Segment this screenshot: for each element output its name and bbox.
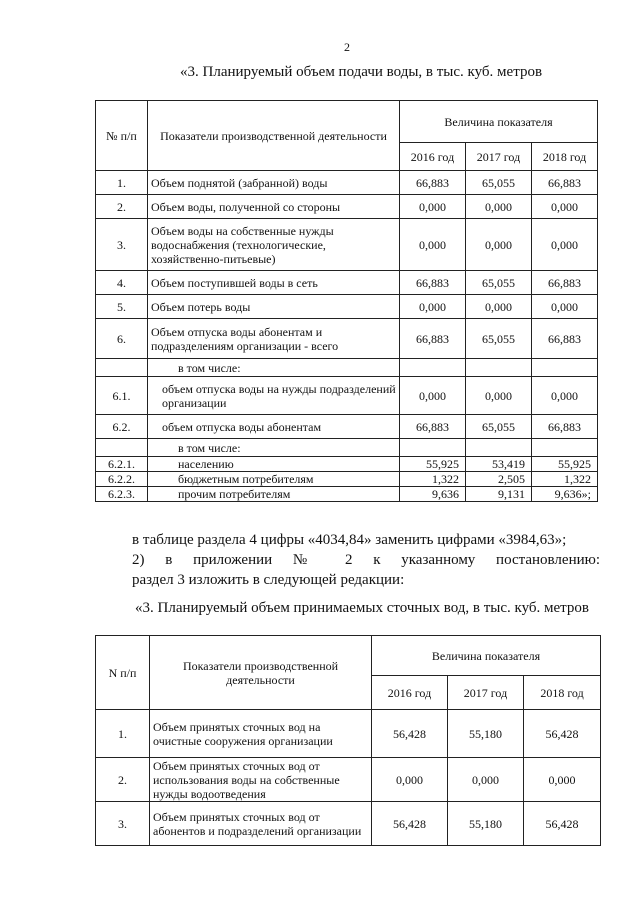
row-value: 0,000 xyxy=(466,195,532,219)
row-num: 1. xyxy=(96,171,148,195)
row-value xyxy=(400,359,466,377)
row-num: 3. xyxy=(96,802,150,846)
table-row xyxy=(96,710,601,758)
table-row xyxy=(96,439,598,457)
row-num xyxy=(96,359,148,377)
header-year: 2016 год xyxy=(372,676,448,710)
wastewater-table xyxy=(95,635,601,846)
row-value: 65,055 xyxy=(466,319,532,359)
row-name: Объем принятых сточных вод от использования воды на собственные нужды водоотведения xyxy=(150,758,372,802)
row-name: Объем воды на собственные нужды водоснабжения (технологические, хозяйственно-питьевые) xyxy=(148,219,400,271)
row-value xyxy=(466,439,532,457)
row-value: 0,000 xyxy=(524,758,601,802)
row-value: 66,883 xyxy=(532,415,598,439)
row-num: 6.2.3. xyxy=(96,487,148,502)
row-name: населению xyxy=(148,457,400,472)
row-value: 65,055 xyxy=(466,271,532,295)
row-value: 56,428 xyxy=(372,710,448,758)
row-name: объем отпуска воды на нужды подразделений организации xyxy=(148,377,400,415)
header-year: 2018 год xyxy=(532,143,598,171)
water-supply-table xyxy=(95,100,598,502)
row-value: 0,000 xyxy=(532,295,598,319)
row-name: объем отпуска воды абонентам xyxy=(148,415,400,439)
header-year: 2017 год xyxy=(466,143,532,171)
row-value: 0,000 xyxy=(400,219,466,271)
table-row xyxy=(96,271,598,295)
row-value: 66,883 xyxy=(532,271,598,295)
row-name: Объем воды, полученной со стороны xyxy=(148,195,400,219)
row-value: 0,000 xyxy=(532,377,598,415)
table-row xyxy=(96,195,598,219)
row-value xyxy=(532,359,598,377)
header-year: 2017 год xyxy=(448,676,524,710)
body-text-line: раздел 3 изложить в следующей редакции: xyxy=(132,572,405,588)
table-row xyxy=(96,457,598,472)
row-value: 55,925 xyxy=(400,457,466,472)
row-value: 0,000 xyxy=(466,295,532,319)
row-value xyxy=(466,359,532,377)
row-num: 6. xyxy=(96,319,148,359)
row-value: 66,883 xyxy=(532,171,598,195)
row-name: Объем принятых сточных вод на очистные сооружения организации xyxy=(150,710,372,758)
row-value: 65,055 xyxy=(466,415,532,439)
table-row xyxy=(96,487,598,502)
header-num: N п/п xyxy=(96,636,150,710)
row-value: 0,000 xyxy=(466,377,532,415)
table-row xyxy=(96,758,601,802)
table-row xyxy=(96,415,598,439)
row-value xyxy=(532,439,598,457)
row-value: 0,000 xyxy=(448,758,524,802)
row-value: 9,636»; xyxy=(532,487,598,502)
table-row xyxy=(96,359,598,377)
row-value: 66,883 xyxy=(400,271,466,295)
row-value: 9,636 xyxy=(400,487,466,502)
row-value: 0,000 xyxy=(400,295,466,319)
row-value: 0,000 xyxy=(532,195,598,219)
row-value: 53,419 xyxy=(466,457,532,472)
row-name: бюджетным потребителям xyxy=(148,472,400,487)
header-value-group: Величина показателя xyxy=(400,101,598,143)
row-value: 1,322 xyxy=(532,472,598,487)
body-text-line: в таблице раздела 4 цифры «4034,84» заменить цифрами «3984,63»; xyxy=(132,532,567,548)
table-row xyxy=(96,219,598,271)
row-value: 0,000 xyxy=(466,219,532,271)
row-name: прочим потребителям xyxy=(148,487,400,502)
table-row xyxy=(96,802,601,846)
row-num: 6.1. xyxy=(96,377,148,415)
row-value: 66,883 xyxy=(400,415,466,439)
header-year: 2016 год xyxy=(400,143,466,171)
row-name: Объем поднятой (забранной) воды xyxy=(148,171,400,195)
row-value: 0,000 xyxy=(400,195,466,219)
row-name: Объем поступившей воды в сеть xyxy=(148,271,400,295)
row-value: 56,428 xyxy=(524,710,601,758)
header-indicator: Показатели производственной деятельности xyxy=(150,636,372,710)
row-num: 5. xyxy=(96,295,148,319)
page-number: 2 xyxy=(344,40,350,54)
row-value xyxy=(400,439,466,457)
row-value: 0,000 xyxy=(400,377,466,415)
row-value: 66,883 xyxy=(400,171,466,195)
row-value: 2,505 xyxy=(466,472,532,487)
row-num: 6.2.2. xyxy=(96,472,148,487)
row-num: 6.2. xyxy=(96,415,148,439)
header-year: 2018 год xyxy=(524,676,601,710)
row-value: 65,055 xyxy=(466,171,532,195)
header-indicator: Показатели производственной деятельности xyxy=(148,101,400,171)
row-value: 66,883 xyxy=(532,319,598,359)
row-value: 55,180 xyxy=(448,710,524,758)
row-num: 2. xyxy=(96,195,148,219)
row-value: 56,428 xyxy=(524,802,601,846)
row-num: 3. xyxy=(96,219,148,271)
row-value: 56,428 xyxy=(372,802,448,846)
row-num: 2. xyxy=(96,758,150,802)
table-row xyxy=(96,171,598,195)
row-value: 55,925 xyxy=(532,457,598,472)
row-value: 0,000 xyxy=(372,758,448,802)
row-value: 66,883 xyxy=(400,319,466,359)
header-num: № п/п xyxy=(96,101,148,171)
table-row xyxy=(96,319,598,359)
row-name: Объем потерь воды xyxy=(148,295,400,319)
table2-heading: «3. Планируемый объем принимаемых сточных вод, в тыс. куб. метров xyxy=(135,600,589,616)
row-name: в том числе: xyxy=(148,439,400,457)
table-row xyxy=(96,377,598,415)
row-value: 0,000 xyxy=(532,219,598,271)
row-num xyxy=(96,439,148,457)
row-num: 6.2.1. xyxy=(96,457,148,472)
row-value: 1,322 xyxy=(400,472,466,487)
row-num: 1. xyxy=(96,710,150,758)
table-row xyxy=(96,472,598,487)
row-value: 9,131 xyxy=(466,487,532,502)
row-name: в том числе: xyxy=(148,359,400,377)
row-num: 4. xyxy=(96,271,148,295)
row-value: 55,180 xyxy=(448,802,524,846)
table-row xyxy=(96,295,598,319)
row-name: Объем принятых сточных вод от абонентов и подразделений организации xyxy=(150,802,372,846)
header-value-group: Величина показателя xyxy=(372,636,601,676)
row-name: Объем отпуска воды абонентам и подразделениям организации - всего xyxy=(148,319,400,359)
table1-heading: «3. Планируемый объем подачи воды, в тыс. куб. метров xyxy=(180,64,543,80)
body-text-line: 2) в приложении № 2 к указанному постановлению: xyxy=(132,552,600,568)
